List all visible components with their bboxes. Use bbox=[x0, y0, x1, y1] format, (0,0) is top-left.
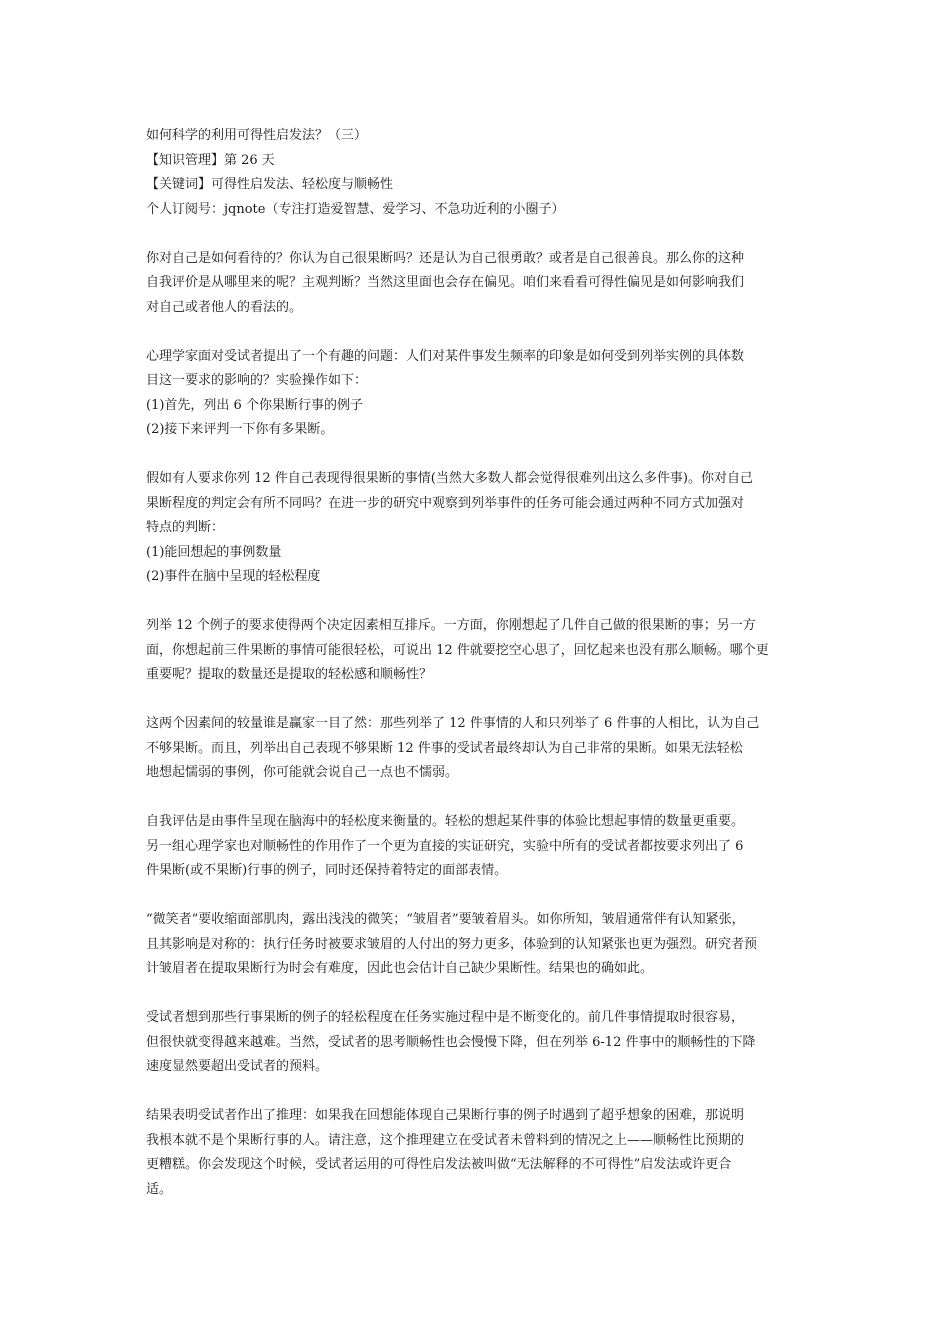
paragraph-line: 适。 bbox=[146, 1181, 173, 1197]
paragraph bbox=[146, 1006, 810, 1080]
paragraph bbox=[146, 810, 810, 884]
paragraph-gap bbox=[146, 320, 810, 345]
paragraph-gap bbox=[146, 688, 810, 713]
paragraph-line: 不够果断。而且，列举出自己表现不够果断 12 件事的受试者最终却认为自己非常的果断。如果无法轻松 bbox=[146, 740, 743, 756]
paragraph-line: 列举 12 个例子的要求使得两个决定因素相互排斥。一方面，你刚想起了几件自己做的很果断的事；另一方 bbox=[146, 618, 756, 633]
paragraph-gap bbox=[146, 1080, 810, 1105]
paragraph-line: 你对自己是如何看待的？你认为自己很果断吗？还是认为自己很勇敢？或者是自己很善良。那么你的这种 bbox=[146, 250, 745, 266]
paragraph-line: 计皱眉者在提取果断行为时会有难度，因此也会估计自己缺少果断性。结果也的确如此。 bbox=[146, 961, 654, 976]
paragraph-line: 自我评估是由事件呈现在脑海中的轻松度来衡量的。轻松的想起某件事的体验比想起事情的数量更重要。 bbox=[146, 814, 745, 829]
subscription-line: 个人订阅号：jqnote（专注打造爱智慧、爱学习、不急功近利的小圈子） bbox=[146, 201, 565, 217]
paragraph bbox=[146, 614, 810, 688]
paragraph-line: 我根本就不是个果断行事的人。请注意，这个推理建立在受试者未曾料到的情况之上——顺畅性比预期的 bbox=[146, 1132, 745, 1148]
paragraph bbox=[146, 1104, 810, 1202]
paragraph-line: 这两个因素间的较量谁是赢家一目了然：那些列举了 12 件事情的人和只列举了 6 件事的人相比，认为自己 bbox=[146, 716, 760, 731]
paragraph bbox=[146, 345, 810, 443]
paragraph-gap bbox=[146, 884, 810, 909]
document-page bbox=[146, 124, 810, 1202]
paragraph bbox=[146, 712, 810, 786]
paragraph-line: (1)能回想起的事例数量 bbox=[146, 544, 282, 560]
paragraph-line: 但很快就变得越来越难。当然，受试者的思考顺畅性也会慢慢下降，但在列举 6-12 件事中的顺畅性的下降 bbox=[146, 1034, 756, 1050]
paragraph bbox=[146, 467, 810, 590]
paragraph-line: (2)事件在脑中呈现的轻松程度 bbox=[146, 569, 321, 584]
paragraph-line: 自我评价是从哪里来的呢？主观判断？当然这里面也会存在偏见。咱们来看看可得性偏见是如何影响我们 bbox=[146, 275, 745, 290]
paragraph-line: (1)首先，列出 6 个你果断行事的例子 bbox=[146, 397, 363, 413]
paragraph-line: 面，你想起前三件果断的事情可能很轻松，可说出 12 件就要挖空心思了，回忆起来也没有那么顺畅。哪个更 bbox=[146, 642, 769, 658]
paragraph-line: (2)接下来评判一下你有多果断。 bbox=[146, 422, 334, 437]
article-body bbox=[146, 222, 810, 1202]
paragraph bbox=[146, 908, 810, 982]
paragraph-line: 果断程度的判定会有所不同吗？在进一步的研究中观察到列举事件的任务可能会通过两种不同方式加强对 bbox=[146, 495, 745, 511]
paragraph-line: 结果表明受试者作出了推理：如果我在回想能体现自己果断行事的例子时遇到了超乎想象的困难，那说明 bbox=[146, 1108, 745, 1123]
paragraph-line: 心理学家面对受试者提出了一个有趣的问题：人们对某件事发生频率的印象是如何受到列举实例的具体数 bbox=[146, 348, 745, 364]
series-label: 【知识管理】第 26 天 bbox=[146, 152, 275, 168]
keywords-line: 【关键词】可得性启发法、轻松度与顺畅性 bbox=[146, 177, 394, 192]
paragraph-gap bbox=[146, 786, 810, 811]
paragraph-line: 对自己或者他人的看法的。 bbox=[146, 299, 303, 315]
paragraph-line: 且其影响是对称的：执行任务时被要求皱眉的人付出的努力更多，体验到的认知紧张也更为强烈。研究者预 bbox=[146, 936, 758, 952]
article-title: 如何科学的利用可得性启发法？（三） bbox=[146, 128, 368, 143]
paragraph-line: 件果断(或不果断)行事的例子，同时还保持着特定的面部表情。 bbox=[146, 863, 508, 878]
paragraph-gap bbox=[146, 982, 810, 1007]
paragraph-gap bbox=[146, 590, 810, 615]
paragraph-line: 更糟糕。你会发现这个时候，受试者运用的可得性启发法被叫做“无法解释的不可得性”启发法或许更合 bbox=[146, 1157, 732, 1172]
paragraph-line: 特点的判断： bbox=[146, 520, 225, 535]
paragraph-line: 速度显然要超出受试者的预料。 bbox=[146, 1059, 329, 1074]
paragraph-line: “微笑者”要收缩面部肌肉，露出浅浅的微笑；“皱眉者”要皱着眉头。如你所知，皱眉通常伴有认知紧张， bbox=[146, 912, 745, 927]
paragraph-gap bbox=[146, 443, 810, 468]
paragraph-line: 受试者想到那些行事果断的例子的轻松程度在任务实施过程中是不断变化的。前几件事情提取时很容易， bbox=[146, 1010, 745, 1025]
paragraph-line: 另一组心理学家也对顺畅性的作用作了一个更为直接的实证研究，实验中所有的受试者都按要求列出了 6 bbox=[146, 838, 744, 854]
paragraph-line: 地想起懦弱的事例，你可能就会说自己一点也不懦弱。 bbox=[146, 765, 459, 780]
paragraph-line: 目这一要求的影响的？实验操作如下： bbox=[146, 373, 368, 388]
paragraph bbox=[146, 247, 810, 321]
paragraph-gap bbox=[146, 222, 810, 247]
paragraph-line: 假如有人要求你列 12 件自己表现得很果断的事情(当然大多数人都会觉得很难列出这么多件事)。你对自己 bbox=[146, 471, 753, 486]
paragraph-line: 重要呢？提取的数量还是提取的轻松感和顺畅性？ bbox=[146, 667, 433, 682]
